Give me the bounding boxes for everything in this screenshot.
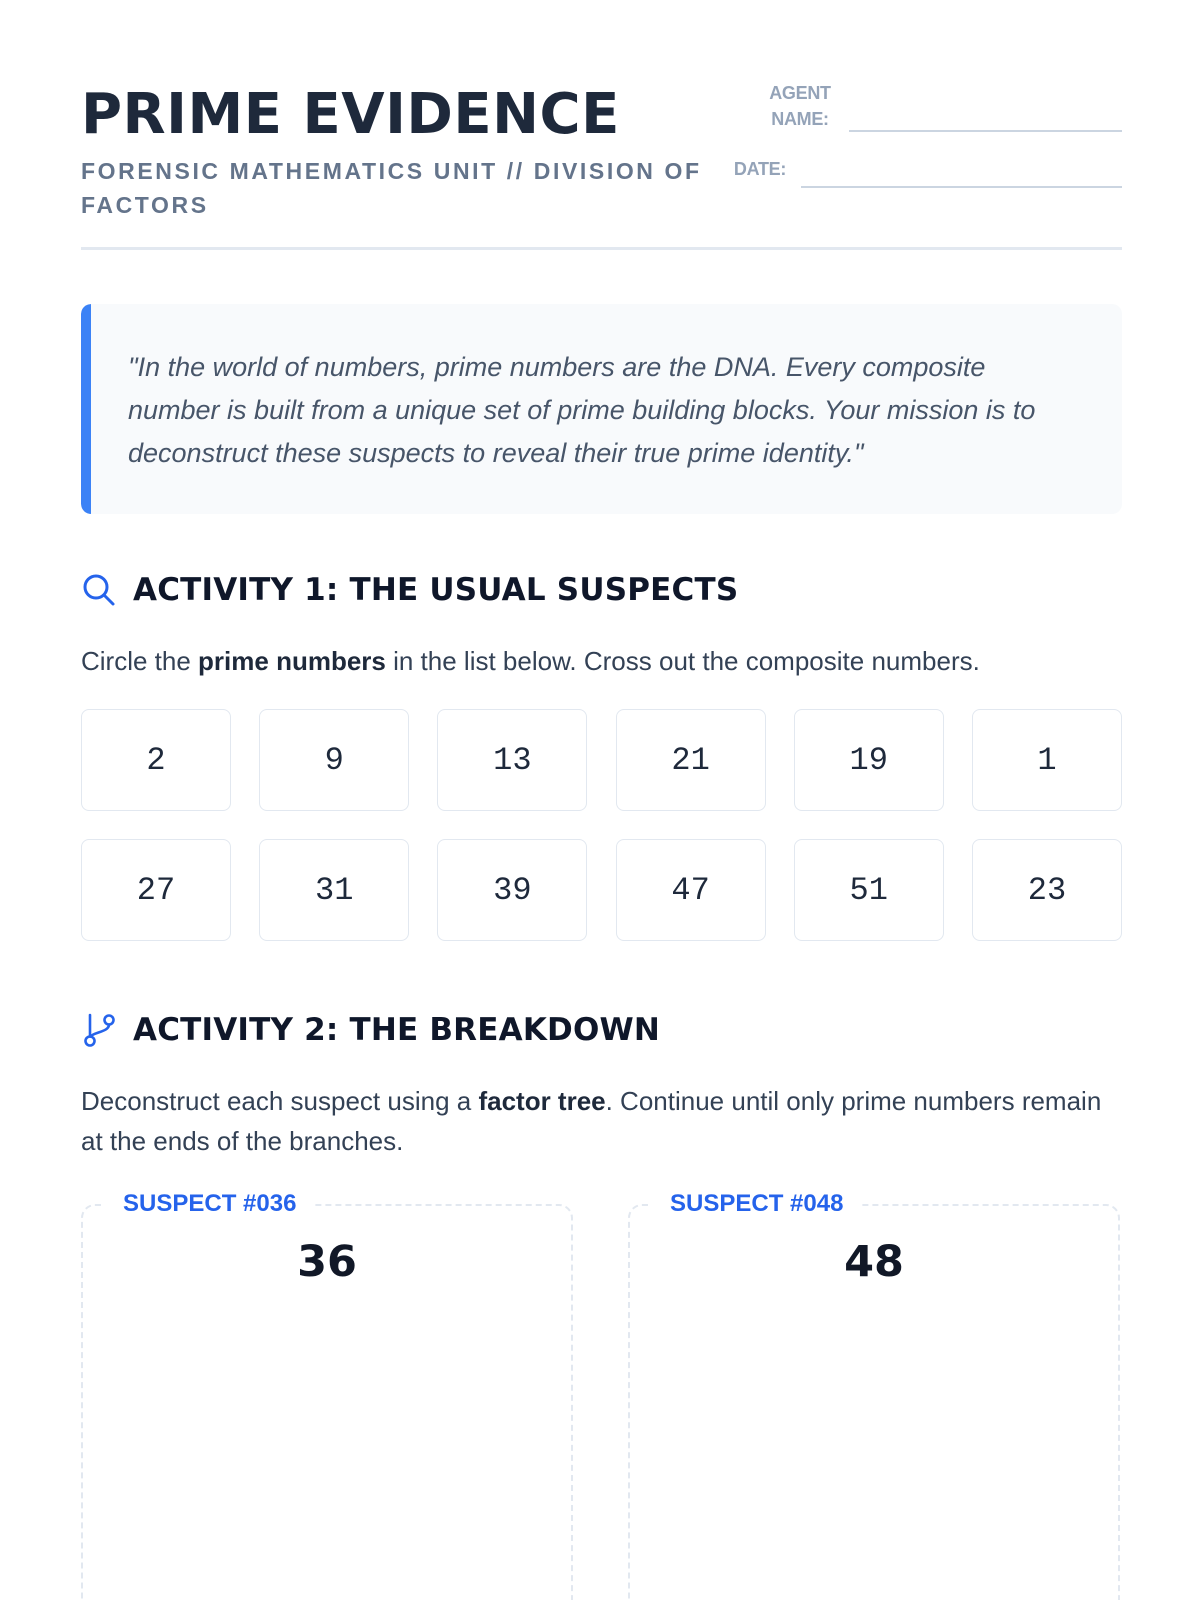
number-cell[interactable]: 39 [437,839,587,941]
header-divider [81,247,1122,250]
number-cell[interactable]: 23 [972,839,1122,941]
number-cell[interactable]: 9 [259,709,409,811]
git-branch-icon [81,1012,117,1048]
page-subtitle: FORENSIC MATHEMATICS UNIT // DIVISION OF FACTORS [81,158,702,218]
number-cell[interactable]: 31 [259,839,409,941]
mission-quote [81,304,1122,514]
quote-accent-bar [81,304,91,514]
number-cell[interactable]: 19 [794,709,944,811]
suspect-tag: SUSPECT #036 [105,1187,314,1221]
suspect-number: 48 [844,1237,904,1287]
activity2-instructions [81,1081,1122,1161]
suspect-tag: SUSPECT #048 [652,1187,861,1221]
date-label: DATE: [733,159,787,179]
date-line[interactable] [801,186,1122,188]
number-cell[interactable]: 21 [616,709,766,811]
suspect-box-048[interactable] [628,1190,1120,1600]
activity1-instr-after: in the list below. Cross out the composite numbers. [385,646,980,676]
worksheet-header [81,80,1122,250]
activity2-title: ACTIVITY 2: THE BREAKDOWN [133,1012,661,1048]
activity1-instr-before: Circle the [81,646,199,676]
agent-name-line[interactable] [849,130,1122,132]
activity2-instr-before: Deconstruct each suspect using a [81,1086,479,1116]
number-cell[interactable]: 47 [616,839,766,941]
number-cell[interactable]: 13 [437,709,587,811]
worksheet-page [81,0,1122,1600]
activity2-instr-after: . Continue until only prime numbers remain at the ends of the branches. [81,1086,1102,1156]
number-cell[interactable]: 51 [794,839,944,941]
date-field[interactable] [733,152,1122,188]
page-title: PRIME EVIDENCE [81,82,620,147]
number-cell[interactable]: 2 [81,709,231,811]
activity2-instr-bold: factor tree [478,1086,606,1116]
activity2-heading [81,1010,660,1050]
suspect-number: 36 [297,1237,357,1287]
agent-name-field[interactable] [765,80,1122,132]
activity1-heading [81,570,738,610]
suspect-box-036[interactable] [81,1190,573,1600]
suspect-number-grid [81,709,1122,941]
quote-text: "In the world of numbers, prime numbers are the DNA. Every composite number is built from a unique set of prime building blocks. Your mission is to deconstruct these suspects to reveal their true prime identity." [128,352,1036,468]
number-cell[interactable]: 27 [81,839,231,941]
activity1-instructions [81,641,1122,681]
number-cell[interactable]: 1 [972,709,1122,811]
agent-name-label: AGENT NAME: [769,83,831,129]
activity1-instr-bold: prime numbers [198,646,386,676]
activity1-title: ACTIVITY 1: THE USUAL SUSPECTS [133,572,739,608]
search-icon [81,572,117,608]
